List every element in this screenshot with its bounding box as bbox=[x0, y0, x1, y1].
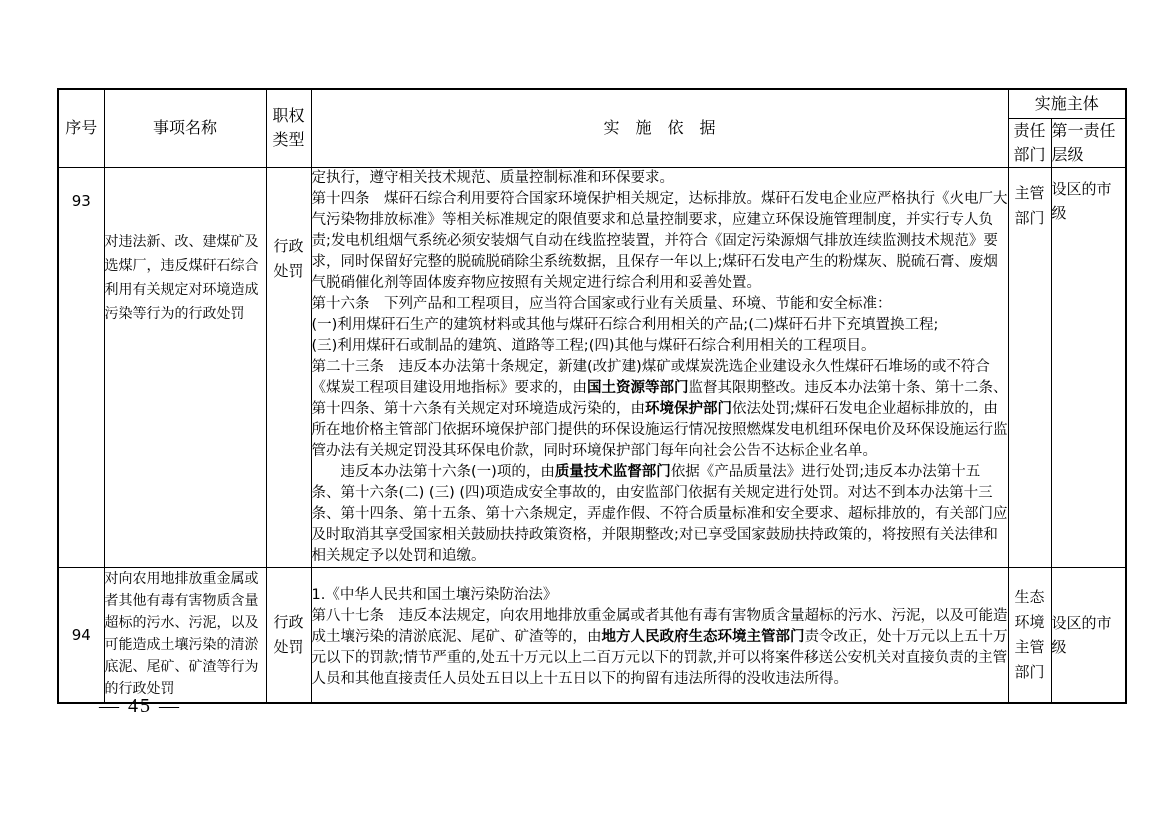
item-name-cell: 对违法新、改、建煤矿及选煤厂，违反煤矸石综合利用有关规定对环境造成污染等行为的行政处罚 bbox=[104, 167, 266, 567]
page-number: — 45 — bbox=[99, 695, 181, 717]
header-dept: 责任部门 bbox=[1008, 118, 1051, 167]
header-row-top bbox=[58, 89, 1126, 118]
dept-cell: 主管部门 bbox=[1008, 167, 1051, 567]
authority-type-cell: 行政处罚 bbox=[266, 567, 311, 703]
header-level: 第一责任层级 bbox=[1051, 118, 1126, 167]
header-basis: 实 施 依 据 bbox=[311, 89, 1008, 167]
authority-type-cell: 行政处罚 bbox=[266, 167, 311, 567]
level-cell: 设区的市级 bbox=[1051, 567, 1126, 703]
dept-cell: 生态环境主管部门 bbox=[1008, 567, 1051, 703]
level-cell: 设区的市级 bbox=[1051, 167, 1126, 567]
seq-cell: 94 bbox=[58, 567, 104, 703]
basis-text: 定执行，遵守相关技术规范、质量控制标准和环保要求。 第十四条 煤矸石综合利用要符合国家环境保护相关规定，达标排放。煤矸石发电企业应严格执行《火电厂大气污染物排放标准》等相关标准规定的限值要求和总量控制要求，应建立环保设施管理制度，并实行专人负责;发电机组烟气系统必须安装烟气自动在线监控装置，并符合《固定污染源烟气排放连续监测技术规范》要求，同时保留好完整的脱硫脱硝除尘系统数据，且保存一年以上;煤矸石发电产生的粉煤灰、脱硫石膏、废烟气脱硝催化剂等固体废弃物应按照有关规定进行综合利用和妥善处置。 第十六条 下列产品和工程项目，应当符合国家或行业有关质量、环境、节能和安全标准： (一)利用煤矸石生产的建筑材料或其他与煤矸石综合利用相关的产品;(二)煤矸石井下充填置换工程; (三)利用煤矸石或制品的建筑、道路等工程;(四)其他与煤矸石综合利用相关的工程项目。 第二十三条 违反本办法第十条规定，新建(改扩建)煤矿或煤炭洗选企业建设永久性煤矸石堆场的或不符合《煤炭工程项目建设用地指标》要求的，由国土资源等部门监督其限期整改。违反本办法第十条、第十二条、第十四条、第十六条有关规定对环境造成污染的，由环境保护部门依法处罚;煤矸石发电企业超标排放的，由所在地价格主管部门依据环境保护部门提供的环保设施运行情况按照燃煤发电机组环保电价及环保设施运行监管办法有关规定罚没其环保电价款，同时环境保护部门每年向社会公告不达标企业名单。 违反本办法第十六条(一)项的，由质量技术监督部门依据《产品质量法》进行处罚;违反本办法第十五条、第十六条(二) (三) (四)项造成安全事故的，由安监部门依据有关规定进行处罚。对达不到本办法第十三条、第十四条、第十五条、第十六条规定，弄虚作假、不符合质量标准和安全要求、超标排放的，有关部门应及时取消其享受国家相关鼓励扶持政策资格，并限期整改;对已享受国家鼓励扶持政策的，将按照有关法律和相关规定予以处罚和追缴。 bbox=[311, 169, 1008, 564]
basis-cell bbox=[311, 567, 1008, 703]
basis-text: 1.《中华人民共和国土壤污染防治法》 第八十七条 违反本法规定，向农用地排放重金属或者其他有毒有害物质含量超标的污水、污泥，以及可能造成土壤污染的清淤底泥、尾矿、矿渣等的，由地方人民政府生态环境主管部门责令改正，处十万元以上五十万元以下的罚款;情节严重的,处五十万元以上二百万元以下的罚款,并可以将案件移送公安机关对直接负责的主管人员和其他直接责任人员处五日以上十五日以下的拘留有违法所得的没收违法所得。 bbox=[311, 586, 1008, 687]
table-row-93 bbox=[58, 167, 1126, 567]
header-subject: 实施主体 bbox=[1008, 89, 1126, 118]
header-item-name: 事项名称 bbox=[104, 89, 266, 167]
table-row-94 bbox=[58, 567, 1126, 703]
header-authority-type: 职权类型 bbox=[266, 89, 311, 167]
seq-cell: 93 bbox=[58, 167, 104, 567]
authority-matrix-table bbox=[57, 88, 1127, 704]
basis-cell bbox=[311, 167, 1008, 567]
header-seq: 序号 bbox=[58, 89, 104, 167]
item-name-cell: 对向农用地排放重金属或者其他有毒有害物质含量超标的污水、污泥，以及可能造成土壤污染的清淤底泥、尾矿、矿渣等行为的行政处罚 bbox=[104, 567, 266, 703]
